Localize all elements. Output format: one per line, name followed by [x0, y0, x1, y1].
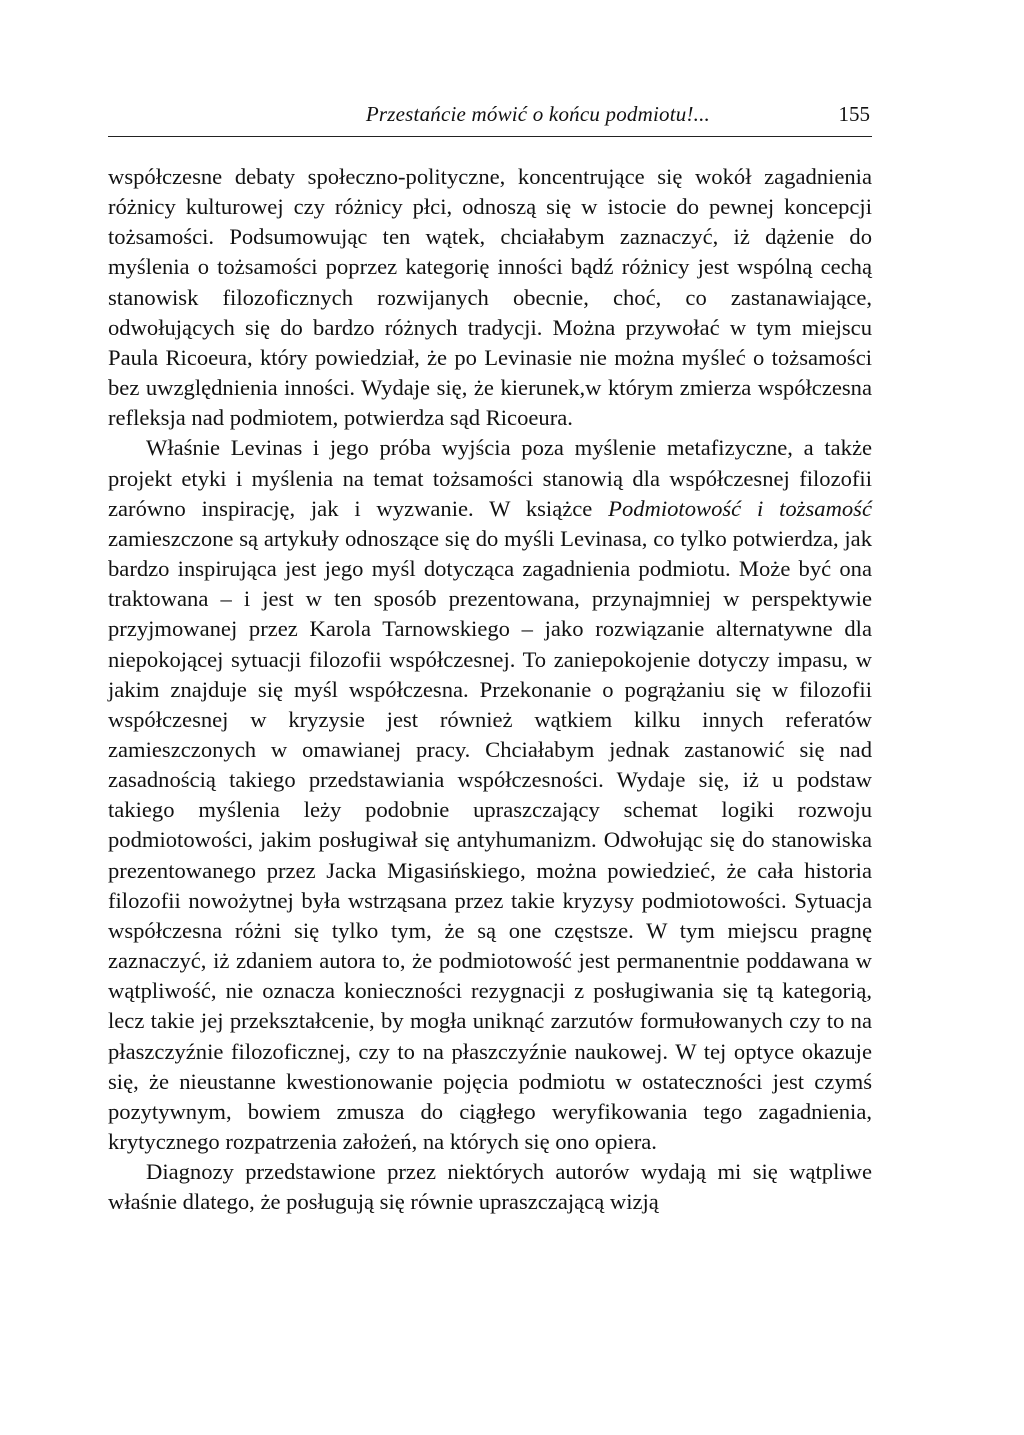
book-title: Podmiotowość i tożsamość — [608, 495, 873, 521]
paragraph-3: Diagnozy przedstawione przez niektórych autorów wydają mi się wątpliwe właśnie dlatego, że posługują się równie upraszczającą wizją — [108, 1159, 872, 1215]
running-title: Przestańcie mówić o końcu podmiotu!... — [365, 102, 710, 126]
paragraph-2-text-after: zamieszczone są artykuły odnoszące się do myśli Levinasa, co tylko potwierdza, jak bardzo inspirująca jest jego myśl dotycząca zagadnienia podmiotu. Może być ona traktowana – i jest w ten sposób prezentowana, przynajmniej w perspektywie przyjmowanej przez Karola Tarnowskiego – jako rozwiązanie alternatywne dla niepokojącej sytuacji filozofii współczesnej. To zaniepokojenie dotyczy impasu, w jakim znajduje się myśl współczesna. Przekonanie o pogrążaniu się w filozofii współczesnej w kryzysie jest również wątkiem kilku innych referatów zamieszczonych w omawianej pracy. Chciałabym jednak zastanowić się nad zasadnością takiego przedstawiania współczesności. Wydaje się, iż u podstaw takiego myślenia leży podobnie upraszczający schemat logiki rozwoju podmiotowości, jakim posługiwał się antyhumanizm. Odwołując się do stanowiska prezentowanego przez Jacka Migasińskiego, można powiedzieć, że cała historia filozofii nowożytnej była wstrząsana przez takie kryzysy podmiotowości. Sytuacja współczesna różni się tylko tym, że są one częstsze. W tym miejscu pragnę zaznaczyć, iż zdaniem autora to, że podmiotowość jest permanentnie poddawana w wątpliwość, nie oznacza konieczności rezygnacji z posługiwania się tą kategorią, lecz takie jej przekształcenie, by mogła uniknąć zarzutów formułowanych czy to na płaszczyźnie filozoficznej, czy to na płaszczyźnie naukowej. W tej optyce okazuje się, że nieustanne kwestionowanie pojęcia podmiotu w ostateczności jest czymś pozytywnym, bowiem zmusza do ciągłego weryfikowania tego zagadnienia, krytycznego rozpatrzenia założeń, na których się ono opiera. — [108, 525, 872, 1154]
book-page — [108, 96, 872, 1217]
body-text — [108, 162, 872, 1217]
paragraph-2 — [108, 433, 872, 1157]
page-number: 155 — [838, 102, 870, 126]
paragraph-1: współczesne debaty społeczno-polityczne, koncentrujące się wokół zagadnienia różnicy kulturowej czy różnicy płci, odnoszą się w istocie do pewnej koncepcji tożsamości. Podsumowując ten wątek, chciałabym zaznaczyć, iż dążenie do myślenia o tożsamości poprzez kategorię inności bądź różnicy jest wspólną cechą stanowisk filozoficznych rozwijanych obecnie, choć, co zastanawiające, odwołujących się do bardzo różnych tradycji. Można przywołać w tym miejscu Paula Ricoeura, który powiedział, że po Levinasie nie można myśleć o tożsamości bez uwzględnienia inności. Wydaje się, że kierunek,w którym zmierza współczesna refleksja nad podmiotem, potwierdza sąd Ricoeura. — [108, 164, 872, 431]
paragraph-2-text-before: Właśnie Levinas i jego próba wyjścia poza myślenie metafizyczne, a także projekt etyki i myślenia na temat tożsamości stanowią dla współczesnej filozofii zarówno inspirację, jak i wyzwanie. W książce — [108, 435, 872, 521]
running-head — [108, 96, 872, 137]
